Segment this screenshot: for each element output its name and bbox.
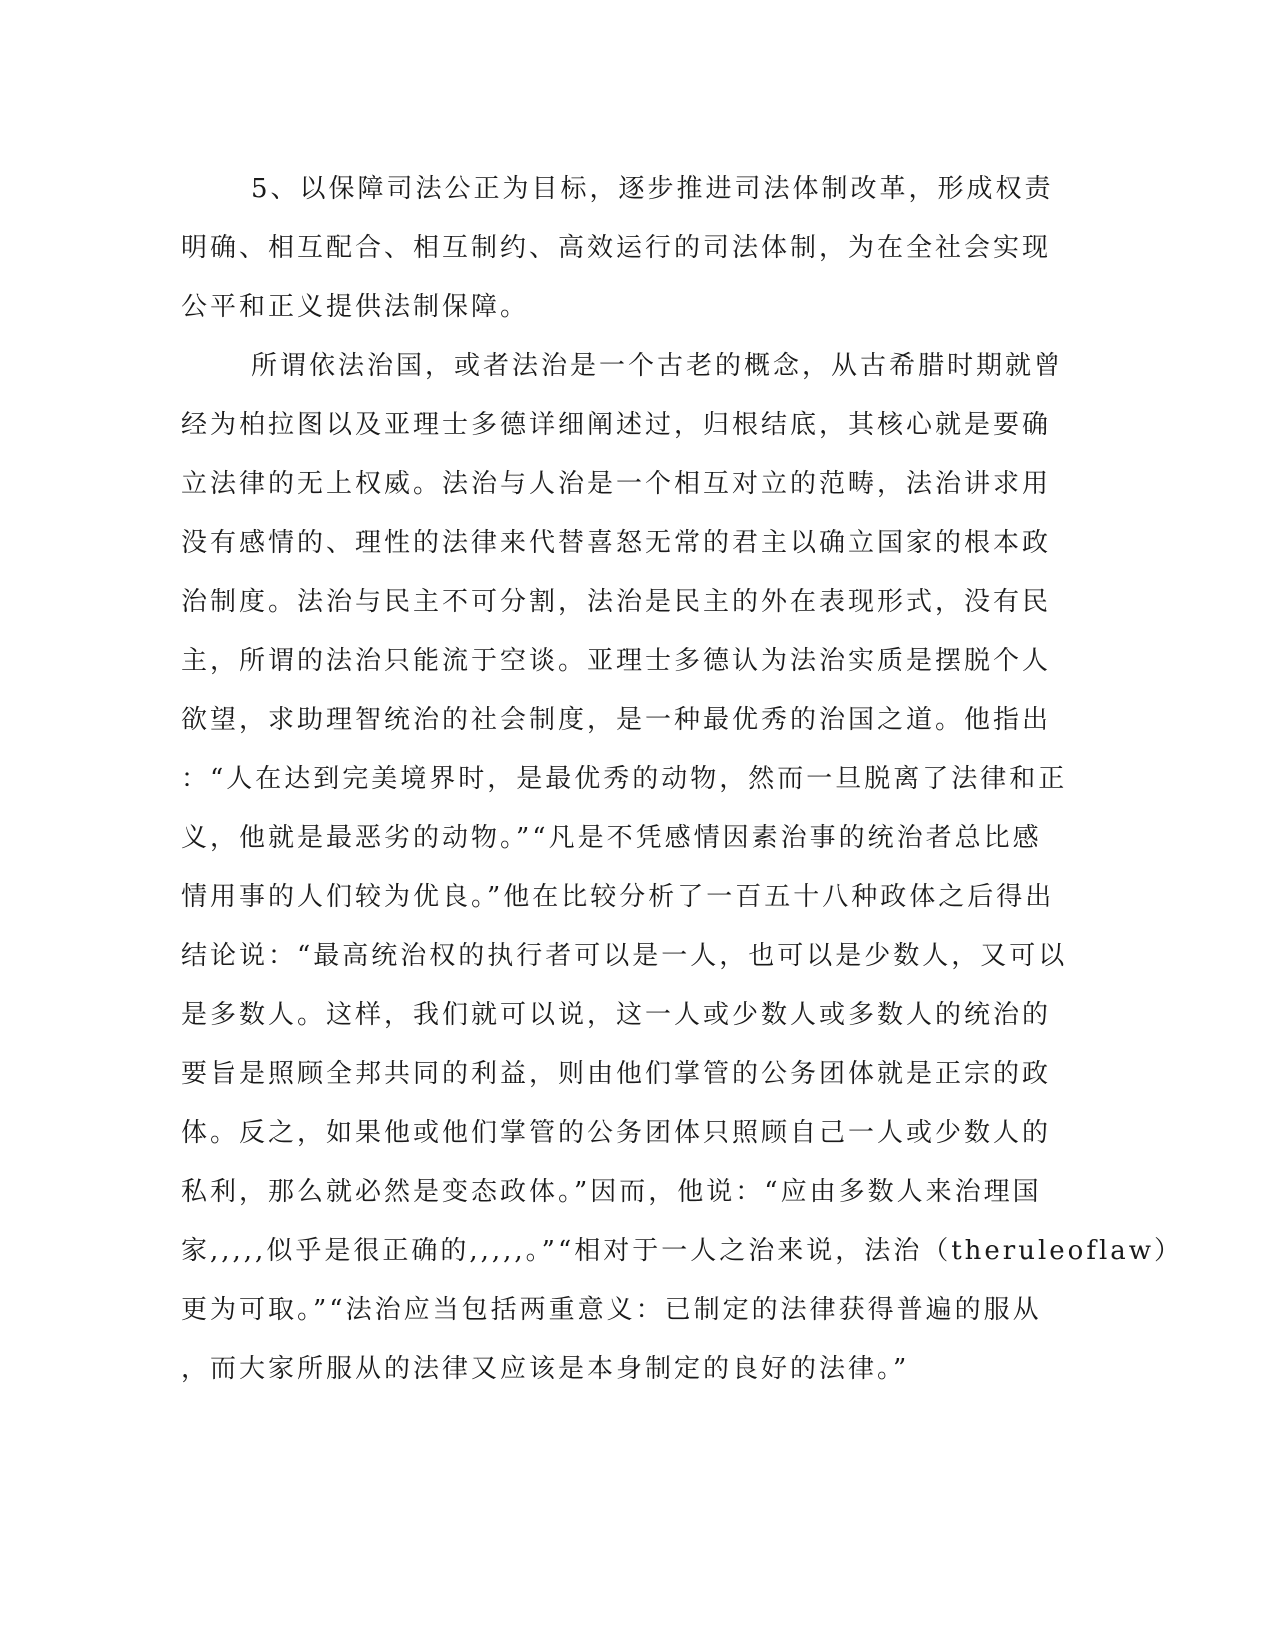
paragraph-2-line-14: 体。反之，如果他或他们掌管的公务团体只照顾自己一人或少数人的 bbox=[181, 1118, 1052, 1148]
paragraph-2-line-17: 更为可取。”“法治应当包括两重意义：已制定的法律获得普遍的服从 bbox=[181, 1295, 1042, 1325]
paragraph-2-line-6: 主，所谓的法治只能流于空谈。亚理士多德认为法治实质是摆脱个人 bbox=[181, 646, 1052, 676]
paragraph-2-line-12: 是多数人。这样，我们就可以说，这一人或少数人或多数人的统治的 bbox=[181, 1000, 1052, 1030]
paragraph-1-line-3: 公平和正义提供法制保障。 bbox=[181, 292, 530, 322]
document-body bbox=[181, 160, 1184, 1399]
paragraph-2-line-3: 立法律的无上权威。法治与人治是一个相互对立的范畴，法治讲求用 bbox=[181, 469, 1052, 499]
paragraph-2-line-2: 经为柏拉图以及亚理士多德详细阐述过，归根结底，其核心就是要确 bbox=[181, 410, 1052, 440]
paragraph-2-line-16: 家,,,,,似乎是很正确的,,,,,。”“相对于一人之治来说，法治（theruleoflaw） bbox=[181, 1236, 1184, 1266]
paragraph-2-line-1: 所谓依法治国，或者法治是一个古老的概念，从古希腊时期就曾 bbox=[251, 351, 1064, 381]
paragraph-2-line-15: 私利，那么就必然是变态政体。”因而，他说：“应由多数人来治理国 bbox=[181, 1177, 1042, 1207]
paragraph-1-line-2: 明确、相互配合、相互制约、高效运行的司法体制，为在全社会实现 bbox=[181, 233, 1052, 263]
paragraph-2-line-8: ：“人在达到完美境界时，是最优秀的动物，然而一旦脱离了法律和正 bbox=[181, 764, 1068, 794]
paragraph-2-line-10: 情用事的人们较为优良。”他在比较分析了一百五十八种政体之后得出 bbox=[181, 882, 1055, 912]
paragraph-2-line-13: 要旨是照顾全邦共同的利益，则由他们掌管的公务团体就是正宗的政 bbox=[181, 1059, 1052, 1089]
paragraph-2-line-4: 没有感情的、理性的法律来代替喜怒无常的君主以确立国家的根本政 bbox=[181, 528, 1052, 558]
paragraph-2-line-5: 治制度。法治与民主不可分割，法治是民主的外在表现形式，没有民 bbox=[181, 587, 1052, 617]
paragraph-2-line-11: 结论说：“最高统治权的执行者可以是一人，也可以是少数人，又可以 bbox=[181, 941, 1068, 971]
paragraph-2-line-9: 义，他就是最恶劣的动物。”“凡是不凭感情因素治事的统治者总比感 bbox=[181, 823, 1042, 853]
paragraph-1-line-1: 5、以保障司法公正为目标，逐步推进司法体制改革，形成权责 bbox=[251, 174, 1054, 204]
paragraph-2-line-18: ，而大家所服从的法律又应该是本身制定的良好的法律。” bbox=[181, 1354, 910, 1384]
paragraph-2-line-7: 欲望，求助理智统治的社会制度，是一种最优秀的治国之道。他指出 bbox=[181, 705, 1052, 735]
